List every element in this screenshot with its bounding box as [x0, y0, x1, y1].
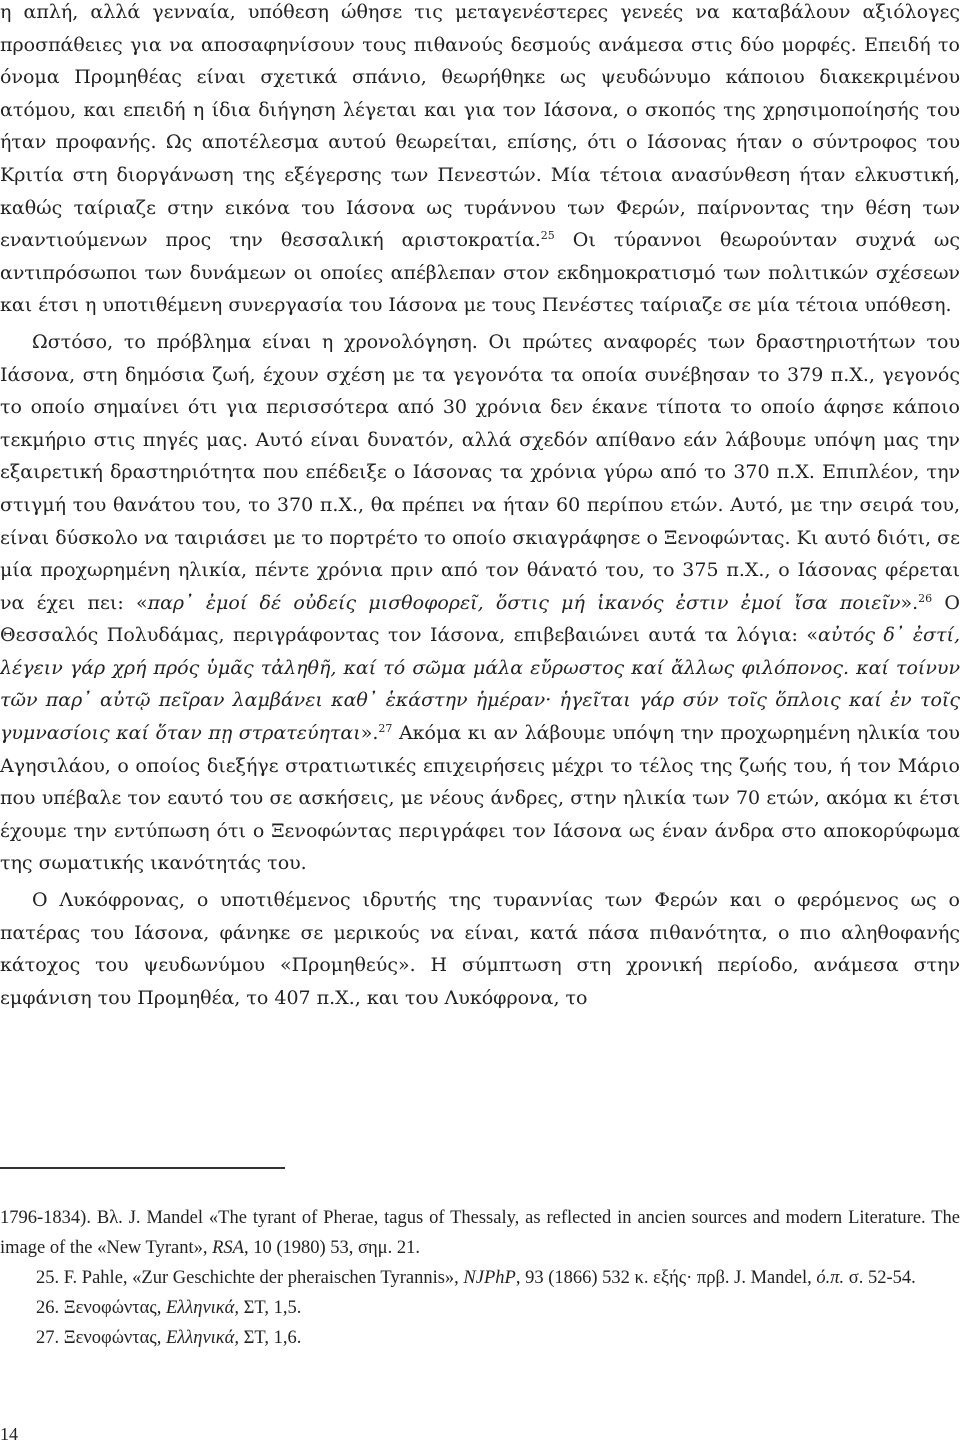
footnote-separator — [0, 1167, 285, 1169]
paragraph-2-text-a: Ωστόσο, το πρόβλημα είναι η χρονολόγηση. Οι πρώτες αναφορές των δραστηριοτήτων του Ιάσονα, στη δημόσια ζωή, έχουν σχέση με τα γεγονότα τα οποία συνέβησαν το 379 π.Χ., γεγονός το οποίο σημαίνει ότι για περισσότερα από 30 χρόνια δεν έκανε τίποτα το οποίο άφησε κάποιο τεκμήριο στις πηγές μας. Αυτό είναι δυνατόν, αλλά σχεδόν απίθανο εάν λάβουμε υπόψη μας την εξαιρετική δραστηριότητα που επέδειξε ο Ιάσονας τα χρόνια γύρω από το 370 π.Χ. Επιπλέον, την στιγμή του θανάτου του, το 370 π.Χ., θα πρέπει να ήταν 60 περίπου ετών. Αυτό, με την σειρά του, είναι δύσκολο να ταιριάσει με το πορτρέτο το οποίο σκιαγράφησε ο Ξενοφώντας. Κι αυτό διότι, σε μία προχωρημένη ηλικία, πέντε χρόνια πριν από τον θάνατό του, το 375 π.Χ., ο Ιάσονας φέρεται να έχει πει: « — [0, 330, 960, 614]
footnote-25 — [0, 1263, 960, 1293]
footnote-25-text-c: σ. 52-54. — [844, 1268, 916, 1288]
footnote-27 — [0, 1323, 960, 1353]
footnote-continuation — [0, 1203, 960, 1263]
footnote-continuation-text-b: , 10 (1980) 53, σημ. 21. — [243, 1238, 420, 1258]
paragraph-1 — [0, 0, 960, 322]
paragraph-2-text-c: Ο Θεσσαλός Πολυδάμας, περιγράφοντας τον Ιάσονα, επιβεβαιώνει αυτά τα λόγια: « — [0, 591, 960, 647]
paragraph-1-text-b: Οι τύραννοι θεωρούνταν συχνά ως αντιπρόσωποι των δυνάμεων οι οποίες απέβλεπαν στον εκδημοκρατισμό των πολιτικών σχέσεων και έτσι η υποτιθέμενη συνεργασία του Ιάσονα με τους Πενέστες ταίριαζε σε μία τέτοια υπόθεση. — [0, 229, 960, 317]
footnote-26-text-b: ΣΤ, 1,5. — [239, 1298, 302, 1318]
footnote-27-text-b: ΣΤ, 1,6. — [239, 1328, 302, 1348]
page-number: 14 — [0, 1424, 18, 1444]
footnote-ref-26[interactable]: 26 — [918, 591, 933, 605]
footnote-27-text-a: 27. Ξενοφώντας, — [36, 1328, 166, 1348]
footnote-ref-27[interactable]: 27 — [378, 722, 393, 736]
footnotes — [0, 1203, 960, 1353]
footnote-26-work: Ελληνικά, — [165, 1298, 240, 1318]
footnote-ref-25[interactable]: 25 — [540, 229, 555, 243]
paragraph-2-text-d: ». — [360, 722, 379, 745]
paragraph-1-text-a: η απλή, αλλά γενναία, υπόθεση ώθησε τις μεταγενέστερες γενεές να καταβάλουν αξιόλογες προσπάθειες για να αποσαφηνίσουν τους πιθανούς δεσμούς ανάμεσα στις δύο μορφές. Επειδή το όνομα Προμηθέας είναι σχετικά σπάνιο, θεωρήθηκε ως ψευδώνυμο κάποιου διακεκριμένου ατόμου, και επειδή η ίδια διήγηση λέγεται και για τον Ιάσονα, ο σκοπός της χρησιμοποίησής του ήταν προφανής. Ως αποτέλεσμα αυτού θεωρείται, επίσης, ότι ο Ιάσονας ήταν ο σύντροφος του Κριτία στη διοργάνωση της εξέγερσης των Πενεστών. Μία τέτοια ανασύνθεση ήταν ελκυστική, καθώς ταίριαζε στην εικόνα του Ιάσονα ως τυράννου των Φερών, παίρνοντας την θέση των εναντιούμενων προς την θεσσαλική αριστοκρατία. — [0, 1, 960, 252]
greek-quote-2: αὐτός δ᾽ ἐστί, λέγειν γάρ χρή πρός ὑμᾶς τἀληθῆ, καί τό σῶμα μάλα εὔρωστος καί ἄλλως φιλόπονος. καί τοίνυν τῶν παρ᾽ αὐτῷ πεῖραν λαμβάνει καθ᾽ ἑκάστην ἡμέραν· ἡγεῖται γάρ σύν τοῖς ὅπλοις καί ἐν τοῖς γυμνασίοις καί ὅταν πῃ στρατεύηται — [0, 624, 960, 745]
footnote-25-text-b: , 93 (1866) 532 κ. εξής· πρβ. J. Mandel, — [515, 1268, 817, 1288]
footnote-continuation-journal: RSA — [212, 1238, 244, 1258]
paragraph-3: Ο Λυκόφρονας, ο υποτιθέμενος ιδρυτής της τυραννίας των Φερών και ο φερόμενος ως ο πατέρας του Ιάσονα, φάνηκε σε μερικούς να είναι, κατά πάσα πιθανότητα, ο πιο αληθοφανής κάτοχος του ψευδωνύμου «Προμηθεύς». Η σύμπτωση στη χρονική περίοδο, ανάμεσα στην εμφάνιση του Προμηθέα, το 407 π.Χ., και του Λυκόφρονα, το — [0, 889, 960, 1009]
footnote-27-work: Ελληνικά, — [165, 1328, 240, 1348]
footnote-25-op-cit: ό.π. — [816, 1268, 845, 1288]
footnote-26-text-a: 26. Ξενοφώντας, — [36, 1298, 166, 1318]
footnote-25-journal: NJPhP — [463, 1268, 516, 1288]
paragraph-2 — [0, 326, 960, 880]
footnote-25-text-a: 25. F. Pahle, «Zur Geschichte der pheraischen Tyrannis», — [36, 1268, 464, 1288]
greek-quote-1: παρ᾽ ἐμοί δέ οὐδείς μισθοφορεῖ, ὅστις μή ἱκανός ἐστιν ἐμοί ἴσα ποιεῖν — [147, 591, 901, 614]
paragraph-2-text-e: Ακόμα κι αν λάβουμε υπόψη την προχωρημένη ηλικία του Αγησιλάου, ο οποίος διεξήγε στρατιωτικές επιχειρήσεις μέχρι το τέλος της ζωής του, ή τον Μάριο που υπέβαλε τον εαυτό του σε ασκήσεις, με νέους άνδρες, στην ηλικία των 70 ετών, ακόμα κι έτσι έχουμε την εντύπωση ότι ο Ξενοφώντας περιγράφει τον Ιάσονα ως έναν άνδρα στο αποκορύφωμα της σωματικής ικανότητάς του. — [0, 722, 960, 875]
footnote-26 — [0, 1293, 960, 1323]
paragraph-2-text-b: ». — [900, 591, 919, 614]
footnote-continuation-text-a: 1796-1834). Βλ. J. Mandel «The tyrant of Pherae, tagus of Thessaly, as reflected in ancien sources and modern Literature. The image of the «New Tyrant», — [0, 1208, 960, 1258]
